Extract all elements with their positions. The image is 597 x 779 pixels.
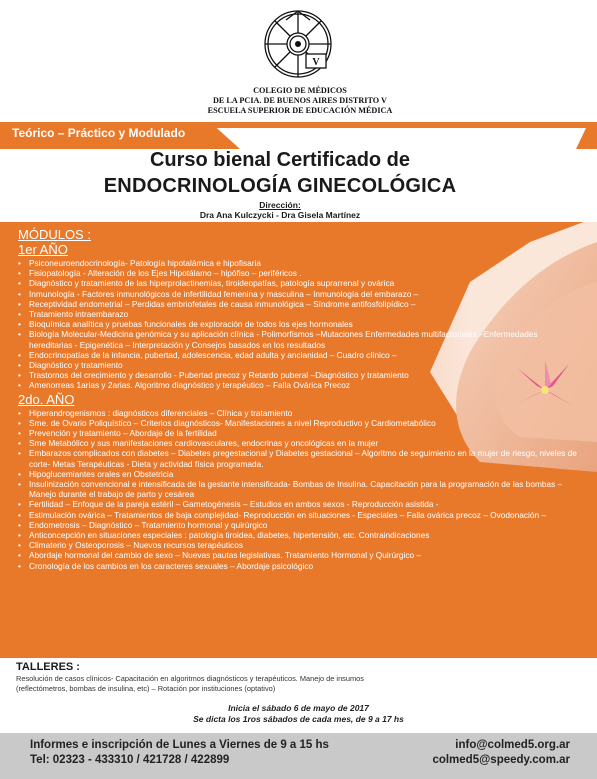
footer-hours: Informes e inscripción de Lunes a Viernes de 9 a 15 hs (30, 739, 329, 751)
year-1-list (18, 258, 578, 391)
list-item: • Biología Molecular-Medicina genómica y su aplicación clínica - Polimorfismos –Mutaciones Enfermedades multifactoriales –Enfermedades hereditarias - Epigenética – Interpretación y Consejos basados en los resultados (18, 329, 578, 349)
ribbon-label: Teórico – Práctico y Modulado (12, 126, 186, 140)
list-item: • Receptividad endometrial – Perdidas embriofetales de causa inmunológica – Síndrome antifosfolipídico – (18, 299, 578, 309)
email-link-info[interactable]: info@colmed5.org.ar (455, 739, 570, 751)
modules-heading: MÓDULOS : (18, 227, 91, 242)
workshops-section (16, 661, 586, 693)
list-item: • Embarazos complicados con diabetes – Diabetes pregestacional y Diabetes gestacional – Algoritmo de seguimiento en la mujer de riesgo, niveles de corte- Metas Terapéuticas - Dieta y actividad física programada. (18, 448, 578, 468)
list-item: • Amenorreas 1arias y 2arias. Algoritmo diagnóstico y terapéutico – Falla Ovárica Precoz (18, 380, 578, 390)
list-item: • Estimulación ovárica – Tratamientos de baja complejidad- Reproducción en situaciones - Especiales – Falla ovárica precoz – Ovodonación – (18, 510, 578, 520)
list-item: • Climaterio y Osteoporosis – Nuevos recursos terapéuticos (18, 540, 578, 550)
footer-contact (30, 738, 329, 768)
start-info (0, 703, 597, 725)
list-item: • Endometrosis – Diagnóstico – Tratamiento hormonal y quirúrgico (18, 520, 578, 530)
direction-names: Dra Ana Kulczycki - Dra Gisela Martínez (199, 210, 361, 220)
list-item: • Psiconeuroendocrinología- Patología hipotalámica e hipofisaria (18, 258, 578, 268)
list-item: • Abordaje hormonal del cambio de sexo – Nuevas pautas legislativas. Tratamiento Hormonal y Quirúrgico – (18, 550, 578, 560)
college-logo (262, 8, 334, 80)
institution-line-2: DE LA PCIA. DE BUENOS AIRES DISTRITO V (213, 96, 387, 105)
footer (0, 733, 597, 779)
list-item: • Diagnóstico y tratamiento de las hiperprolactinemias, tiroideopatías, patología suprarrenal y ovárica (18, 278, 578, 288)
start-date: Inicia el sábado 6 de mayo de 2017 (228, 703, 369, 713)
year-2-list (18, 408, 578, 571)
workshops-line-1: Resolución de casos clínicos- Capacitación en algoritmos diagnósticos y terapéuticos. Manejo de insumos (16, 674, 364, 683)
list-item: • Insulinización convencional e intensificada de la gestante intensificada- Bombas de Insulina. Capacitación para la programación de las bombas – Manejo durante el trabajo de parto y cesárea (18, 479, 578, 499)
footer-phones: Tel: 02323 - 433310 / 421728 / 422899 (30, 754, 230, 766)
course-title-line-2: ENDOCRINOLOGÍA GINECOLÓGICA (103, 175, 457, 197)
list-item: • Sme Metabólico y sus manifestaciones cardiovasculares, endocrinas y oncológicas en la mujer (18, 438, 578, 448)
email-link-speedy[interactable]: colmed5@speedy.com.ar (432, 754, 570, 766)
institution-line-1: COLEGIO DE MÉDICOS (253, 86, 347, 95)
year-1-heading: 1er AÑO (18, 242, 68, 257)
workshops-title: TALLERES : (16, 661, 80, 673)
list-item: • Fisiopatología - Alteración de los Ejes Hipotálamo – hipófiso – periféricos . (18, 268, 578, 278)
year-2-heading: 2do. AÑO (18, 391, 75, 407)
modules-content (18, 228, 578, 571)
list-item: • Prevención y tratamiento – Abordaje de la fertilidad (18, 428, 578, 438)
workshops-line-2: (reflectómetros, bombas de insulina, etc) – Rotación por instituciones (optativo) (16, 684, 276, 693)
schedule: Se dicta los 1ros sábados de cada mes, de 9 a 17 hs (193, 714, 404, 724)
footer-emails (432, 738, 570, 768)
direction-label: Dirección: (259, 200, 301, 210)
institution-line-3: ESCUELA SUPERIOR DE EDUCACIÓN MÉDICA (207, 106, 393, 115)
list-item: • Cronología de los cambios en los caracteres sexuales – Abordaje psicológico (18, 561, 578, 571)
logo-numeral: V (312, 57, 320, 68)
list-item: • Hipoglucemiantes orales en Obstetricia (18, 469, 578, 479)
list-item: • Tratamiento intraembarazo (18, 309, 578, 319)
list-item: • Sme. de Ovario Poliquístico – Criterios diagnósticos- Manifestaciones a nivel Reproductivo y Cardiometabólico (18, 418, 578, 428)
list-item: • Endocrinopatías de la infancia, pubertad, adolescencia, edad adulta y ancianidad – Cuadro clínico – (18, 350, 578, 360)
course-title-line-1: Curso bienal Certificado de (149, 149, 411, 171)
list-item: • Hiperandrogenismos : diagnósticos diferenciales – Clínica y tratamiento (18, 408, 578, 418)
list-item: • Inmunología - Factores inmunológicos de infertilidad femenina y masculina – Inmunología del embarazo – (18, 289, 578, 299)
list-item: • Diagnóstico y tratamiento (18, 360, 578, 370)
institution-name (150, 86, 450, 116)
header (0, 0, 597, 125)
list-item: • Bioquímica analítica y pruebas funcionales de exploración de todos los ejes hormonales (18, 319, 578, 329)
list-item: • Trastornos del crecimiento y desarrollo - Pubertad precoz y Retardo puberal –Diagnóstico y tratamiento (18, 370, 578, 380)
list-item: • Fertilidad – Enfoque de la pareja estéril – Gametogénesis – Estudios en ambos sexos - Reproducción asistida - (18, 499, 578, 509)
modules-panel (0, 222, 597, 658)
list-item: • Anticoncepción en situaciones especiales : patología tiroidea, diabetes, hipertensión, etc. Contraindicaciones (18, 530, 578, 540)
